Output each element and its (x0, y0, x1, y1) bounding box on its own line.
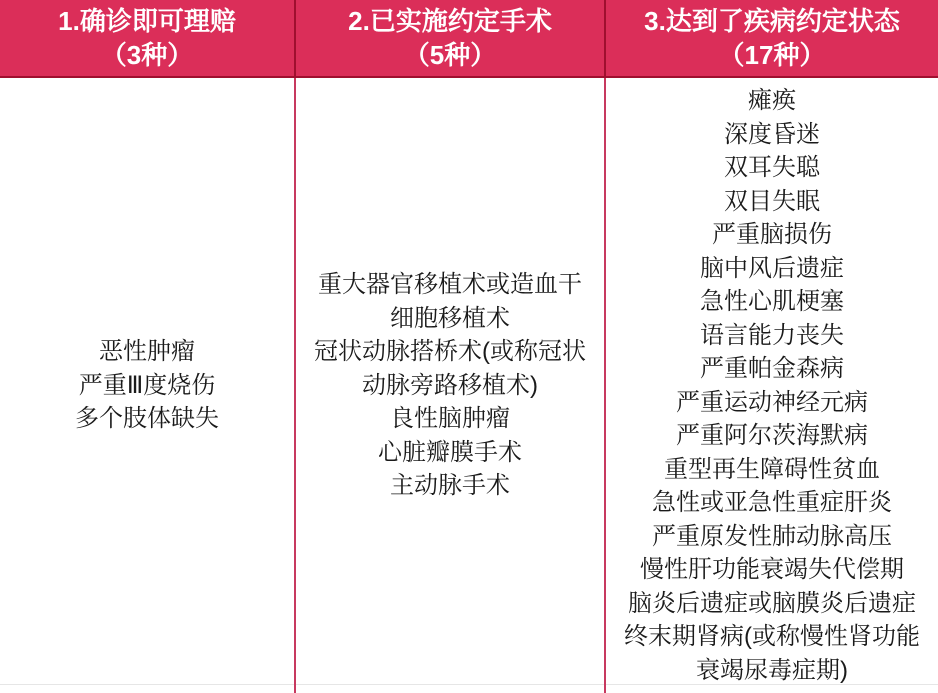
column-body-disease-state (606, 78, 938, 693)
list-item: 主动脉手术 (390, 472, 510, 500)
list-item: 严重脑损伤 (712, 221, 832, 248)
list-item: 严重原发性肺动脉高压 (652, 522, 892, 550)
list-item: 重大器官移植术或造血干细胞移植术 (318, 271, 582, 332)
list-item: 良性脑肿瘤 (390, 405, 510, 433)
list-item: 严重帕金森病 (700, 355, 844, 382)
list-item: 重型再生障碍性贫血 (664, 455, 880, 483)
column-surgery (296, 0, 606, 693)
column-header-surgery (296, 0, 606, 78)
column-disease-state (606, 0, 938, 693)
header-title-line1: 3.达到了疾病约定状态 (644, 6, 900, 36)
header-title-line1: 2.已实施约定手术 (348, 6, 552, 36)
header-count-line: （17种） (718, 40, 826, 70)
list-item: 严重阿尔茨海默病 (676, 422, 868, 449)
list-item: 心脏瓣膜手术 (378, 438, 522, 466)
list-item: 严重Ⅲ度烧伤 (78, 371, 216, 399)
list-item: 急性心肌梗塞 (700, 288, 844, 315)
column-body-diagnosis (0, 78, 296, 693)
header-count-line: （5种） (403, 40, 497, 70)
list-item: 慢性肝功能衰竭失代偿期 (640, 556, 904, 583)
list-item: 双目失眠 (724, 187, 820, 215)
list-item: 多个肢体缺失 (75, 405, 219, 433)
column-header-diagnosis (0, 0, 296, 78)
list-item: 深度昏迷 (724, 120, 820, 148)
column-body-surgery (296, 78, 606, 693)
header-title-line1: 1.确诊即可理赔 (58, 6, 236, 36)
list-item: 双耳失聪 (724, 154, 820, 181)
list-item: 恶性肿瘤 (99, 338, 195, 366)
list-item: 脑炎后遗症或脑膜炎后遗症 (628, 589, 916, 617)
list-item: 冠状动脉搭桥术(或称冠状动脉旁路移植术) (314, 338, 586, 399)
list-item: 脑中风后遗症 (700, 254, 844, 282)
list-item: 严重运动神经元病 (676, 388, 868, 416)
list-item: 终末期肾病(或称慢性肾功能衰竭尿毒症期) (624, 623, 920, 684)
list-item: 急性或亚急性重症肝炎 (652, 489, 892, 516)
column-header-disease-state (606, 0, 938, 78)
column-diagnosis-claim (0, 0, 296, 693)
list-item: 语言能力丧失 (700, 321, 844, 349)
list-item: 瘫痪 (748, 87, 796, 114)
header-count-line: （3种） (100, 40, 194, 70)
